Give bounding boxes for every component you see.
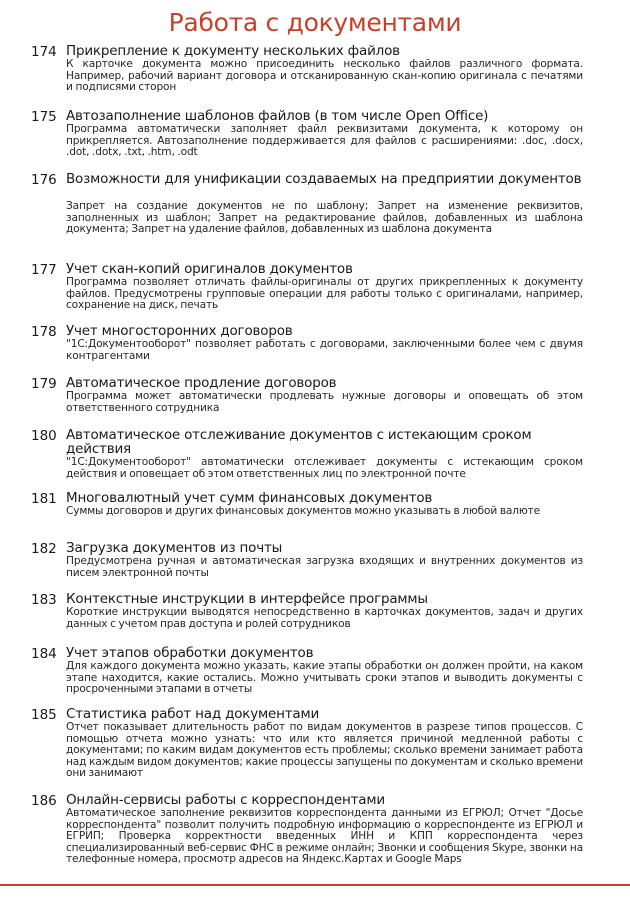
item-title: Контекстные инструкции в интерфейсе программы: [66, 591, 428, 607]
item-number: 184: [31, 646, 57, 662]
item-number: 178: [31, 324, 57, 340]
item-description: Отчет показывает длительность работ по видам документов в разрезе типов процессов. С помощью отчета можно узнать: что или кто является причиной медленной работы с документами; по каким видам документов есть проблемы; сколько времени занимает работа над каждым видом документов; какие процессы запущены по документам и сколько времени они занимают: [66, 721, 583, 780]
item-number: 183: [31, 592, 57, 608]
item-title: Учет многосторонних договоров: [66, 323, 293, 339]
item-description: Программа может автоматически продлевать нужные договоры и оповещать об этом ответственного сотрудника: [66, 390, 583, 414]
item-number: 186: [31, 793, 57, 809]
item-number: 175: [31, 109, 57, 125]
page-title: Работа с документами: [168, 8, 462, 37]
item-title: Многовалютный учет сумм финансовых документов: [66, 490, 433, 506]
item-description: Короткие инструкции выводятся непосредственно в карточках документов, задач и других данных с учетом прав доступа и ролей сотрудников: [66, 606, 583, 630]
item-description: Суммы договоров и других финансовых документов можно указывать в любой валюте: [66, 505, 541, 517]
item-title: Автозаполнение шаблонов файлов (в том числе Open Office): [66, 108, 489, 124]
item-number: 174: [31, 44, 57, 60]
item-description: Для каждого документа можно указать, какие этапы обработки он должен пройти, на каком этапе находится, какие остались. Можно учитывать сроки этапов и выводить документы с просроченными этапами в отчеты: [66, 660, 583, 696]
item-description: Запрет на создание документов не по шаблону; Запрет на изменение реквизитов, заполненных из шаблон; Запрет на редактирование файлов, добавленных из шаблона документа; Запрет на удаление файлов, добавленных из шаблона документа: [66, 200, 583, 236]
item-description: "1С:Документооборот" автоматически отслеживает документы с истекающим сроком действия и оповещает об этом ответственных лиц по электронной почте: [66, 456, 583, 480]
item-number: 185: [31, 707, 57, 723]
item-title: Прикрепление к документу нескольких файлов: [66, 43, 400, 59]
bottom-divider: [0, 884, 630, 886]
item-number: 181: [31, 491, 57, 507]
item-description: Программа автоматически заполняет файл реквизитами документа, к которому он прикрепляется. Автозаполнение поддерживается для файлов с расширениями: .doc, .docx, .dot, .dotx, .txt, .htm, .odt: [66, 123, 583, 159]
item-description: Предусмотрена ручная и автоматическая загрузка входящих и внутренних документов из писем электронной почты: [66, 555, 583, 579]
item-number: 179: [31, 376, 57, 392]
item-title: Учет скан-копий оригиналов документов: [66, 261, 353, 277]
item-title: Автоматическое отслеживание документов с истекающим сроком действия: [66, 427, 532, 457]
item-title: Загрузка документов из почты: [66, 540, 283, 556]
item-description: К карточке документа можно присоединить несколько файлов различного формата. Например, рабочий вариант договора и отсканированную скан-копию оригинала с печатями и подписями сторон: [66, 58, 583, 94]
item-number: 180: [31, 428, 57, 444]
item-description: "1С:Документооборот" позволяет работать с договорами, заключенными более чем с двумя контрагентами: [66, 338, 583, 362]
item-description: Автоматическое заполнение реквизитов корреспондента данными из ЕГРЮЛ; Отчет "Досье корреспондента" позволит получить подробную информацию о корреспонденте из ЕГРЮЛ и ЕГРИП; Проверка корректности введенных ИНН и КПП корреспондента через специализированный веб-сервис ФНС в режиме онлайн; Звонки и сообщения Skype, звонки на телефонные номера, просмотр адресов на Яндекс.Картах и Google Maps: [66, 807, 583, 866]
item-title: Статистика работ над документами: [66, 706, 320, 722]
item-title: Онлайн-сервисы работы с корреспондентами: [66, 792, 385, 808]
item-title: Учет этапов обработки документов: [66, 645, 314, 661]
item-description: Программа позволяет отличать файлы-оригиналы от других прикрепленных к документу файлов. Предусмотрены групповые операции для работы только с оригиналами, например, сохранение на диск, печать: [66, 276, 583, 312]
item-title: Автоматическое продление договоров: [66, 375, 337, 391]
item-number: 182: [31, 541, 57, 557]
item-number: 177: [31, 262, 57, 278]
item-title: Возможности для унификации создаваемых на предприятии документов: [66, 171, 582, 187]
item-number: 176: [31, 172, 57, 188]
